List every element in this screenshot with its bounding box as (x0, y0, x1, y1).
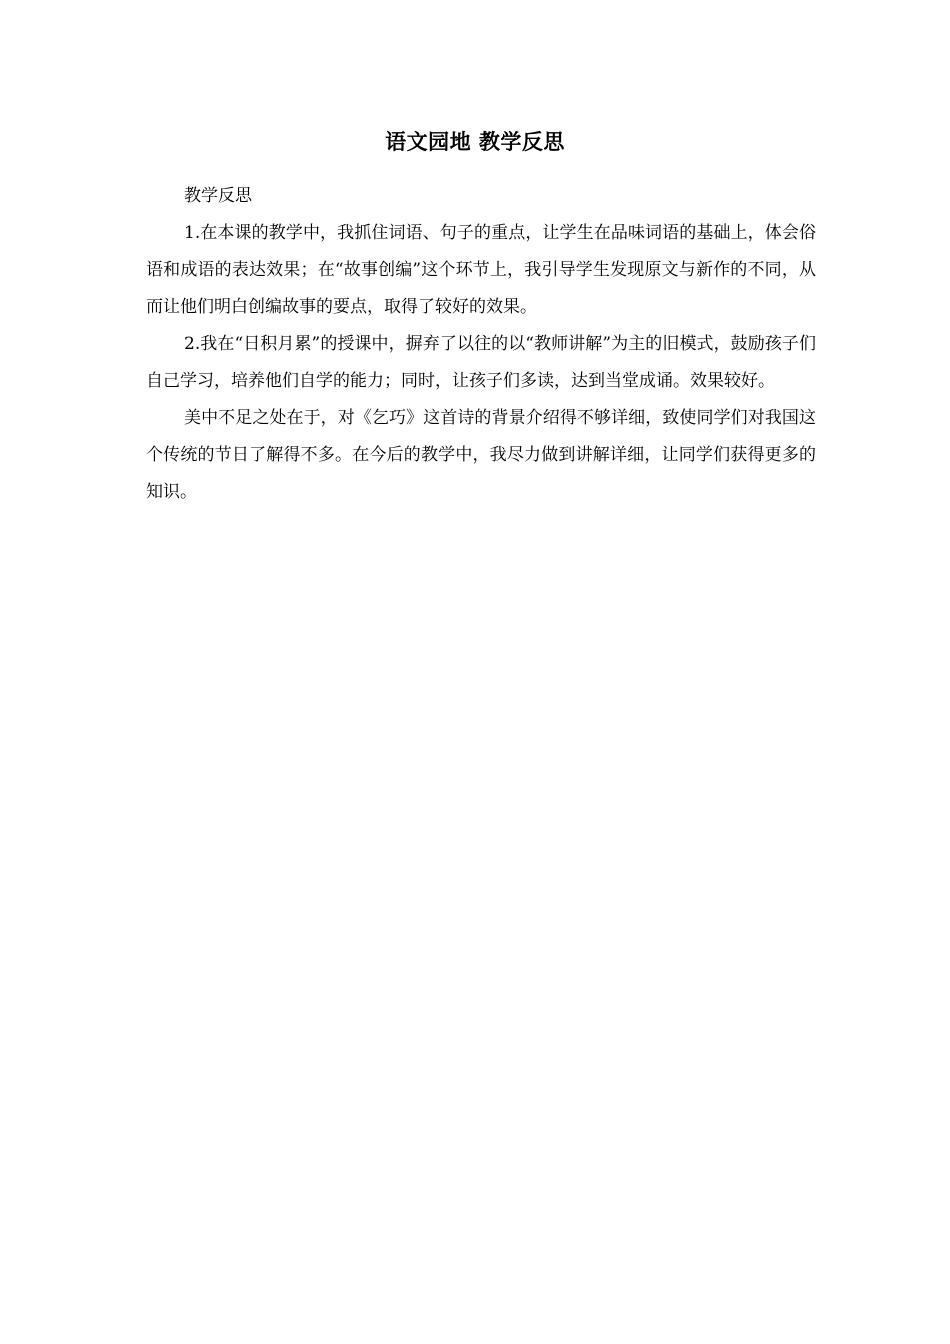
paragraph-shortcoming: 美中不足之处在于，对《乞巧》这首诗的背景介绍得不够详细，致使同学们对我国这个传统的节日了解得不多。在今后的教学中，我尽力做到讲解详细，让同学们获得更多的知识。 (146, 408, 816, 502)
document-title: 语文园地 教学反思 (385, 129, 565, 154)
document-body (146, 178, 816, 511)
paragraph-point-2: 2.我在“日积月累”的授课中，摒弃了以往的以“教师讲解”为主的旧模式，鼓励孩子们自己学习，培养他们自学的能力；同时，让孩子们多读，达到当堂成诵。效果较好。 (146, 334, 816, 391)
section-heading: 教学反思 (184, 186, 252, 206)
paragraph-point-1: 1.在本课的教学中，我抓住词语、句子的重点，让学生在品味词语的基础上，体会俗语和成语的表达效果；在“故事创编”这个环节上，我引导学生发现原文与新作的不同，从而让他们明白创编故事的要点，取得了较好的效果。 (146, 223, 816, 317)
